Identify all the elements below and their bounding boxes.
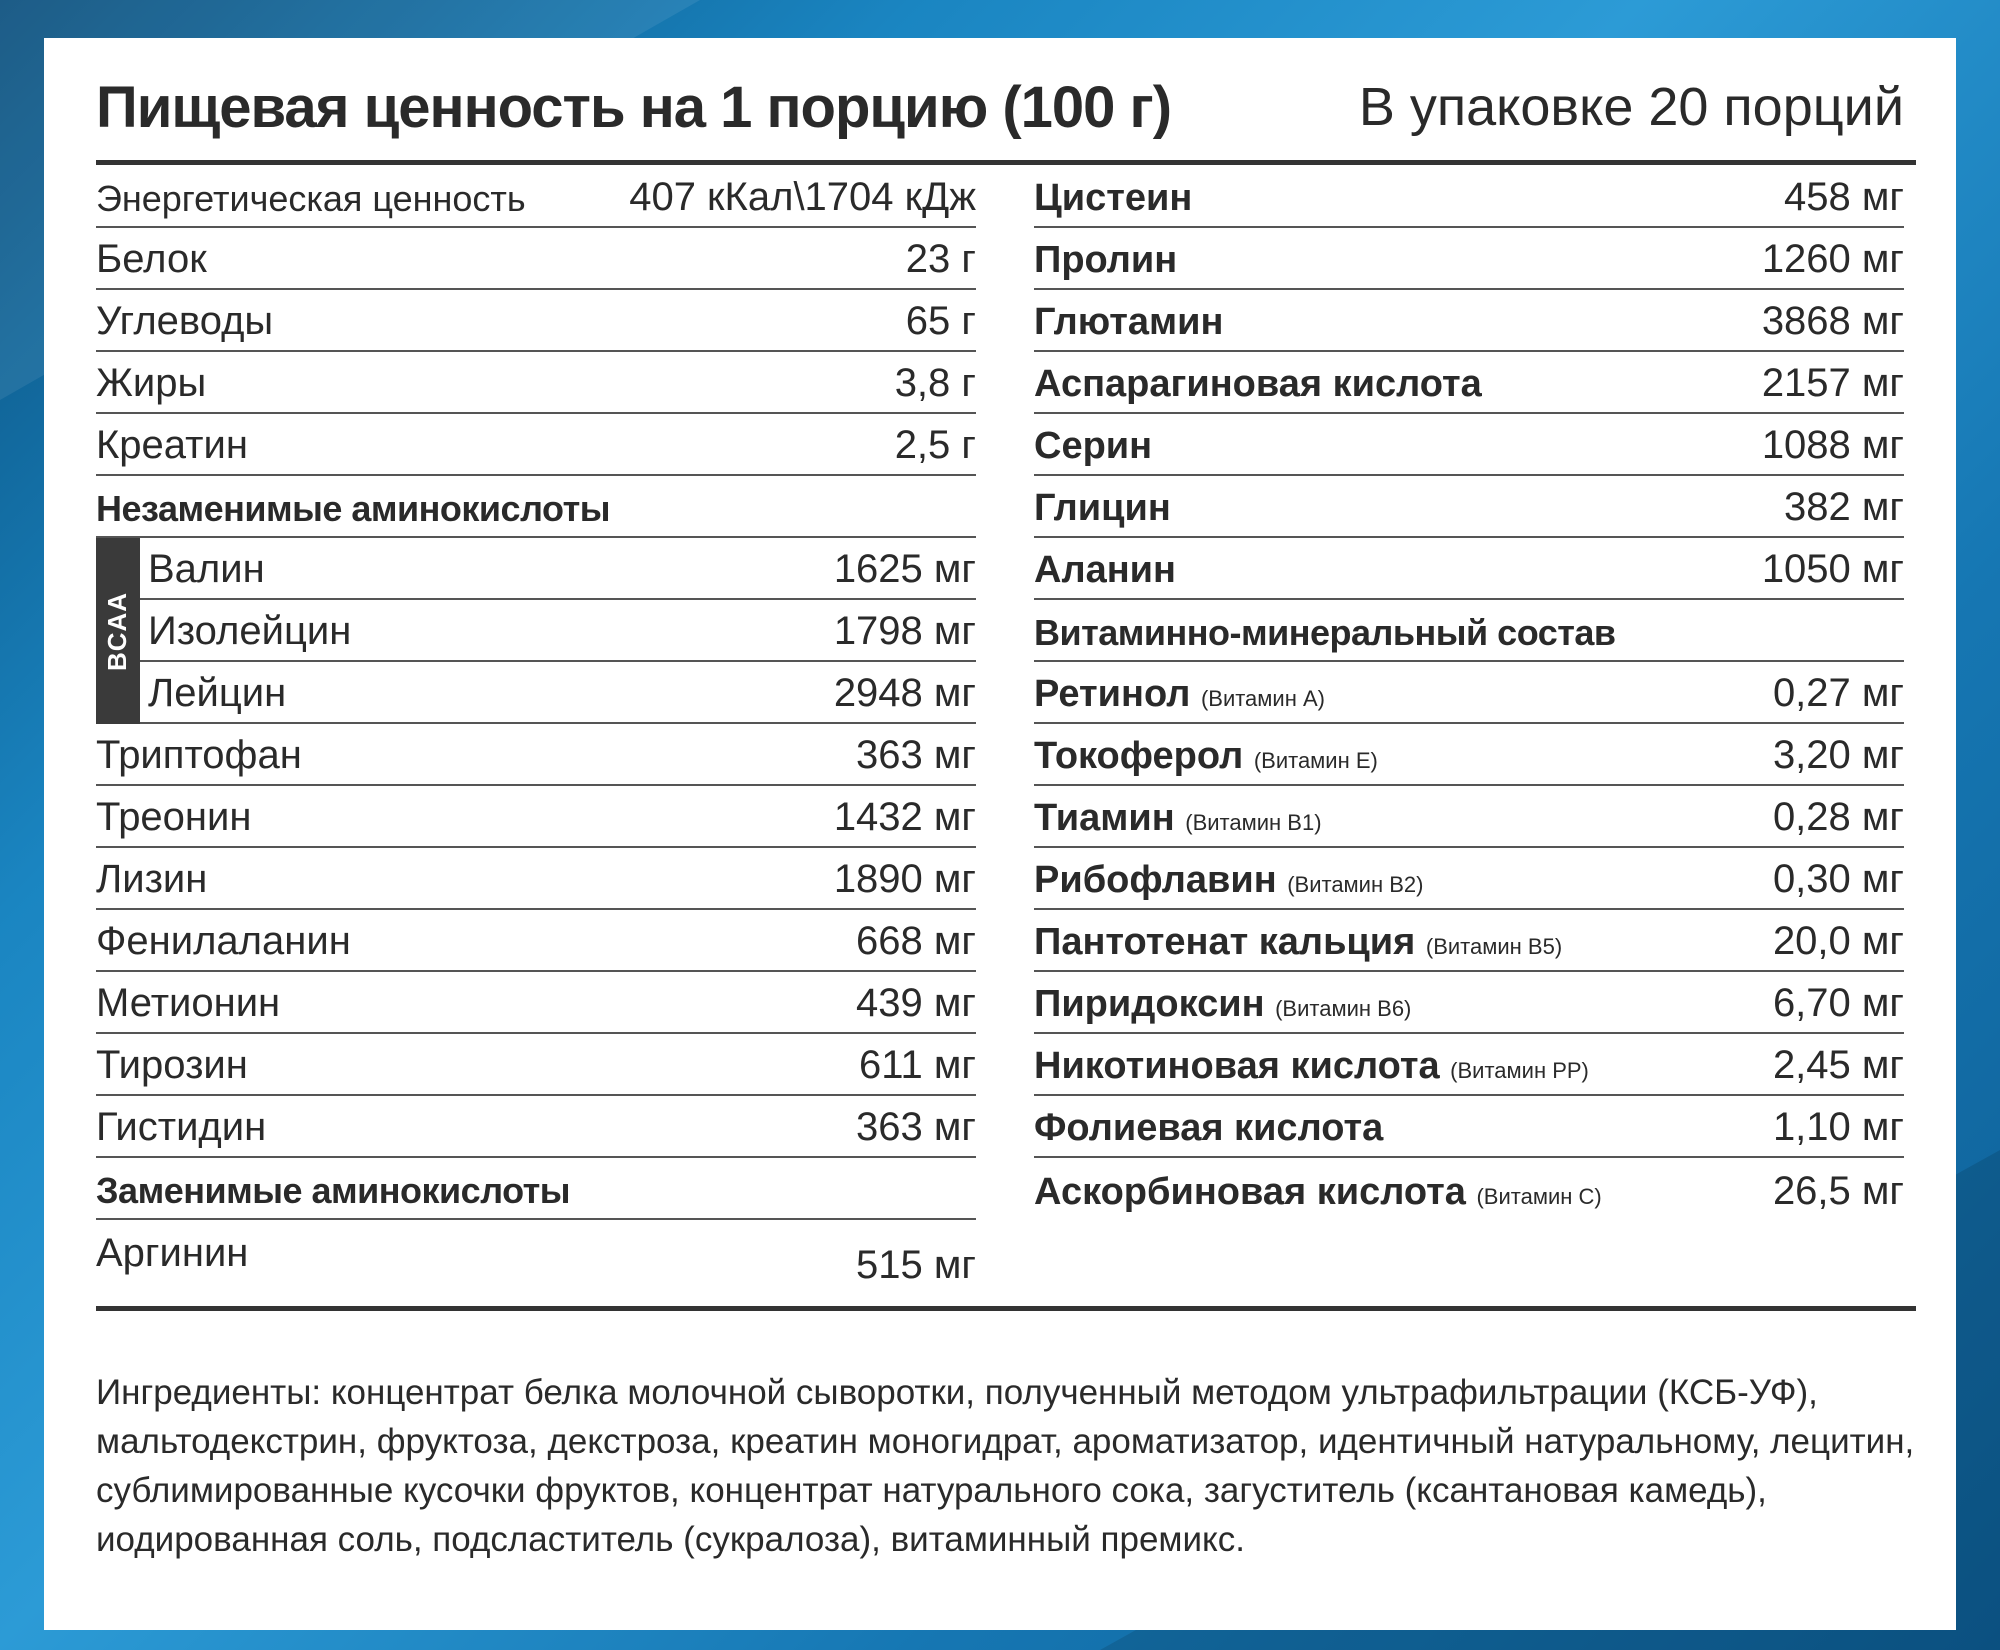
row-name: Аспарагиновая кислота xyxy=(1034,363,1482,405)
row-value: 407 кКал\1704 кДж xyxy=(629,175,976,219)
row-value: 26,5 мг xyxy=(1772,1169,1904,1213)
row-name: Цистеин xyxy=(1034,177,1193,219)
table-row xyxy=(96,662,976,724)
nutrient-name: Ретинол xyxy=(1034,673,1191,715)
row-value: 611 мг xyxy=(859,1043,976,1087)
row-name xyxy=(1034,673,1325,716)
nutrient-name: Аскорбиновая кислота xyxy=(1034,1171,1466,1213)
section-title: Незаменимые аминокислоты xyxy=(96,488,610,529)
nutrient-name: Никотиновая кислота xyxy=(1034,1045,1440,1087)
row-name: Энергетическая ценность xyxy=(96,178,526,219)
row-value: 2,5 г xyxy=(894,423,976,467)
table-row xyxy=(96,786,976,848)
row-value: 6,70 мг xyxy=(1772,981,1904,1025)
row-value: 1432 мг xyxy=(833,795,976,839)
row-value: 23 г xyxy=(905,237,976,281)
row-name: Тирозин xyxy=(96,1043,248,1087)
ingredients-text: Ингредиенты: концентрат белка молочной сыворотки, полученный методом ультрафильтрации (КСБ-УФ), мальтодекстрин, фруктоза, декстроза, креатин моногидрат, ароматизатор, идентичный натуральному, лецитин, сублимированные кусочки фруктов, концентрат натурального сока, загуститель (ксантановая камедь), иодированная соль, подсластитель (сукралоза), витаминный премикс. xyxy=(96,1373,1915,1559)
row-name: Лизин xyxy=(96,857,208,901)
row-value: 1050 мг xyxy=(1761,547,1904,591)
row-name: Аргинин xyxy=(96,1231,249,1275)
nutrient-name: Рибофлавин xyxy=(1034,859,1277,901)
table-row xyxy=(1034,166,1904,228)
row-name: Валин xyxy=(148,547,265,591)
row-value: 439 мг xyxy=(856,981,976,1025)
table-row xyxy=(1034,724,1904,786)
vitamin-note: (Витамин А) xyxy=(1200,686,1325,711)
row-name xyxy=(1034,1171,1602,1214)
table-row xyxy=(96,352,976,414)
table-row xyxy=(1034,1158,1904,1220)
row-value: 2157 мг xyxy=(1761,361,1904,405)
row-name xyxy=(1034,921,1562,964)
row-name: Триптофан xyxy=(96,733,302,777)
row-name xyxy=(1034,797,1322,840)
nutrient-name: Пантотенат кальция xyxy=(1034,921,1416,963)
table-row xyxy=(96,724,976,786)
table-row xyxy=(96,538,976,600)
row-name xyxy=(1034,1045,1589,1088)
row-name: Гистидин xyxy=(96,1105,267,1149)
row-name xyxy=(1034,735,1378,778)
table-row xyxy=(96,414,976,476)
section-title: Заменимые аминокислоты xyxy=(96,1170,571,1211)
table-row xyxy=(96,1034,976,1096)
row-value: 20,0 мг xyxy=(1772,919,1904,963)
row-value: 65 г xyxy=(905,299,976,343)
table-row xyxy=(96,848,976,910)
row-value: 1890 мг xyxy=(833,857,976,901)
table-row xyxy=(1034,848,1904,910)
bottom-divider xyxy=(96,1306,1916,1311)
row-value: 1798 мг xyxy=(833,609,976,653)
row-name: Аланин xyxy=(1034,549,1176,591)
vitamin-note: (Витамин В5) xyxy=(1425,934,1563,959)
section-title: Витаминно-минеральный состав xyxy=(1034,612,1616,653)
row-name: Креатин xyxy=(96,423,248,467)
nutrient-name: Токоферол xyxy=(1034,735,1244,777)
section-header xyxy=(1034,600,1904,662)
row-name: Пролин xyxy=(1034,239,1178,281)
row-name: Треонин xyxy=(96,795,252,839)
table-row xyxy=(96,290,976,352)
vitamin-note: (Витамин В6) xyxy=(1275,996,1412,1021)
row-name xyxy=(1034,859,1423,902)
row-value: 458 мг xyxy=(1784,175,1904,219)
nutrient-name: Пиридоксин xyxy=(1034,983,1265,1025)
vitamin-note: (Витамин Е) xyxy=(1253,748,1378,773)
table-row xyxy=(1034,662,1904,724)
row-name: Углеводы xyxy=(96,299,274,343)
row-value: 363 мг xyxy=(856,1105,976,1149)
row-name: Фолиевая кислота xyxy=(1034,1107,1384,1149)
row-value: 668 мг xyxy=(856,919,976,963)
row-value: 2,45 мг xyxy=(1772,1043,1904,1087)
nutrient-name: Тиамин xyxy=(1034,797,1175,839)
section-header xyxy=(96,1158,976,1220)
row-value: 1088 мг xyxy=(1761,423,1904,467)
bcaa-badge xyxy=(96,538,140,724)
row-name xyxy=(1034,983,1411,1026)
vitamin-note: (Витамин В2) xyxy=(1287,872,1424,897)
row-value: 2948 мг xyxy=(833,671,976,715)
row-name: Лейцин xyxy=(148,671,287,715)
table-row xyxy=(1034,1034,1904,1096)
section-header xyxy=(96,476,976,538)
row-value: 1260 мг xyxy=(1761,237,1904,281)
row-value: 0,27 мг xyxy=(1772,671,1904,715)
row-name: Жиры xyxy=(96,361,207,405)
row-value: 0,30 мг xyxy=(1772,857,1904,901)
row-value: 382 мг xyxy=(1784,485,1904,529)
table-row xyxy=(1034,352,1904,414)
row-value: 1,10 мг xyxy=(1772,1105,1904,1149)
table-row xyxy=(1034,476,1904,538)
row-name: Фенилаланин xyxy=(96,919,351,963)
table-row xyxy=(1034,910,1904,972)
table-row xyxy=(1034,972,1904,1034)
table-row xyxy=(96,600,976,662)
row-name: Глицин xyxy=(1034,487,1171,529)
bcaa-label: BCAA xyxy=(102,591,133,671)
table-row xyxy=(96,1096,976,1158)
row-value: 3,8 г xyxy=(894,361,976,405)
page-title: Пищевая ценность на 1 порцию (100 г) xyxy=(96,75,1172,140)
row-value: 363 мг xyxy=(856,733,976,777)
row-name: Метионин xyxy=(96,981,281,1025)
row-value: 3,20 мг xyxy=(1772,733,1904,777)
vitamin-note: (Витамин В1) xyxy=(1185,810,1322,835)
row-name: Серин xyxy=(1034,425,1153,467)
left-column xyxy=(96,166,976,1290)
right-column xyxy=(1034,166,1904,1220)
table-row xyxy=(96,228,976,290)
row-name: Изолейцин xyxy=(148,609,352,653)
row-value: 3868 мг xyxy=(1761,299,1904,343)
row-value: 0,28 мг xyxy=(1772,795,1904,839)
row-value: 1625 мг xyxy=(833,547,976,591)
table-row xyxy=(96,972,976,1034)
table-row xyxy=(1034,228,1904,290)
table-row xyxy=(96,1220,976,1290)
nutrition-label xyxy=(44,38,1956,1630)
vitamin-note: (Витамин РР) xyxy=(1450,1058,1589,1083)
row-name: Белок xyxy=(96,237,207,281)
table-row xyxy=(96,910,976,972)
table-row xyxy=(1034,414,1904,476)
row-value: 515 мг xyxy=(856,1243,976,1287)
row-name: Глютамин xyxy=(1034,301,1224,343)
table-row xyxy=(1034,538,1904,600)
servings-count: В упаковке 20 порций xyxy=(1358,77,1904,137)
vitamin-note: (Витамин С) xyxy=(1476,1184,1602,1209)
table-row xyxy=(1034,1096,1904,1158)
table-row xyxy=(1034,786,1904,848)
top-divider xyxy=(96,160,1916,165)
table-row xyxy=(96,166,976,228)
table-row xyxy=(1034,290,1904,352)
